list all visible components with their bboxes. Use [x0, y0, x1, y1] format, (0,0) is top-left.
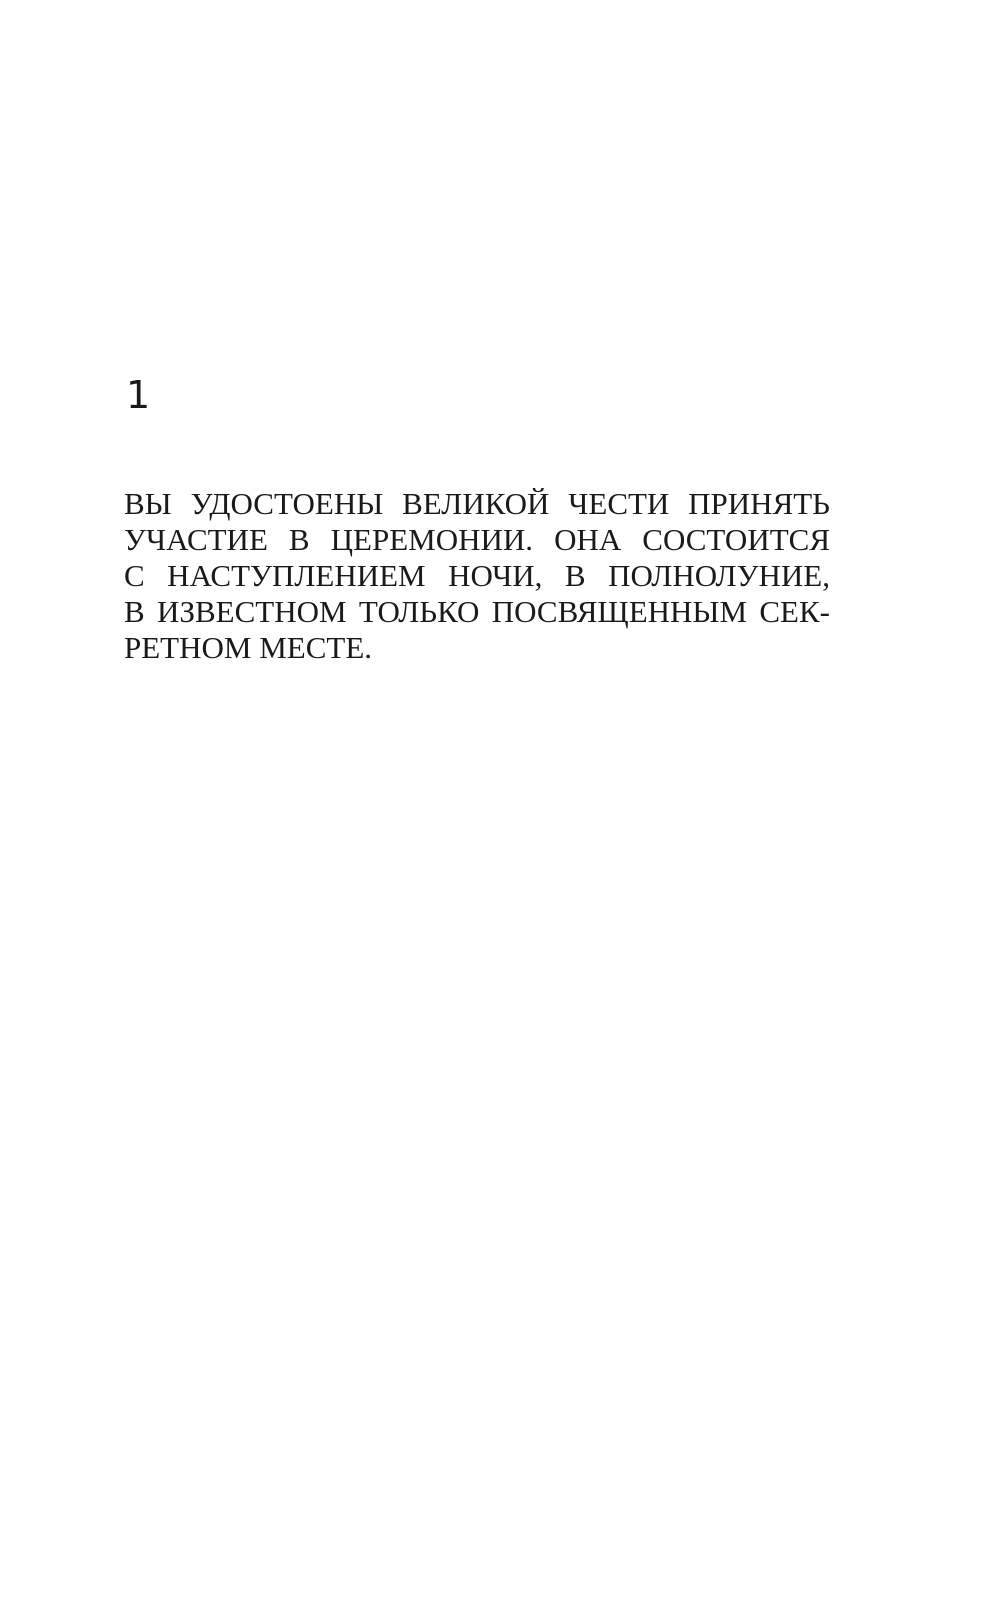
paragraph-line-3: С НАСТУПЛЕНИЕМ НОЧИ, В ПОЛНОЛУНИЕ,	[124, 558, 830, 593]
paragraph-line-2: УЧАСТИЕ В ЦЕРЕМОНИИ. ОНА СОСТОИТСЯ	[124, 522, 830, 557]
chapter-number: 1	[126, 373, 151, 417]
paragraph-line-5: РЕТНОМ МЕСТЕ.	[124, 630, 372, 665]
paragraph-line-4: В ИЗВЕСТНОМ ТОЛЬКО ПОСВЯЩЕННЫМ СЕК-	[124, 594, 830, 629]
paragraph-line-1: ВЫ УДОСТОЕНЫ ВЕЛИКОЙ ЧЕСТИ ПРИНЯТЬ	[124, 486, 830, 521]
chapter-opening-paragraph	[124, 486, 830, 666]
